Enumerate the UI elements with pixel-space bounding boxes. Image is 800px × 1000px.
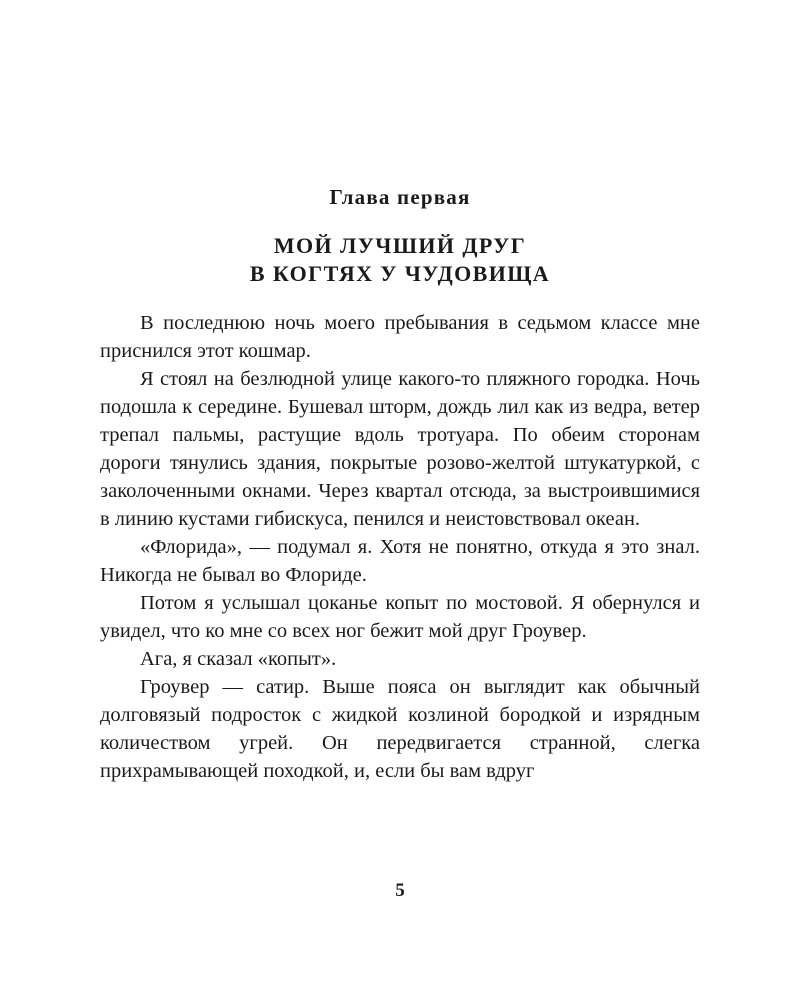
chapter-title-line-2: В КОГТЯХ У ЧУДОВИЩА [249,261,551,287]
chapter-title [100,232,700,288]
paragraph: Потом я услышал цоканье копыт по мостовой. Я обернулся и увидел, что ко мне со всех ног бежит мой друг Гроувер. [100,592,700,642]
chapter-title-line-1: МОЙ ЛУЧШИЙ ДРУГ [273,233,527,258]
page-number: 5 [395,880,405,901]
paragraph: В последнюю ночь моего пребывания в седьмом классе мне приснился этот кошмар. [100,312,700,363]
paragraph: Гроувер — сатир. Выше пояса он выглядит как обычный долговязый подросток с жидкой козлиной бородкой и изрядным количеством угрей. Он передвигается странной, слегка прихрамывающей походкой, и, если бы вам вдруг [100,675,700,782]
chapter-label: Глава первая [329,185,471,209]
paragraph: «Флорида», — подумал я. Хотя не понятно, откуда я это знал. Никогда не бывал во Флориде. [100,536,700,587]
paragraph: Ага, я сказал «копыт». [140,647,337,670]
page-text-block [100,185,700,786]
paragraph: Я стоял на безлюдной улице какого-то пляжного городка. Ночь подошла к середине. Бушевал шторм, дождь лил как из ведра, ветер трепал пальмы, растущие вдоль тротуара. По обеим сторонам дороги тянулись здания, покрытые розово-желтой штукатуркой, с заколоченными окнами. Через квартал отсюда, за выстроившимися в линию кустами гибискуса, пенился и неистовствовал океан. [100,368,700,531]
